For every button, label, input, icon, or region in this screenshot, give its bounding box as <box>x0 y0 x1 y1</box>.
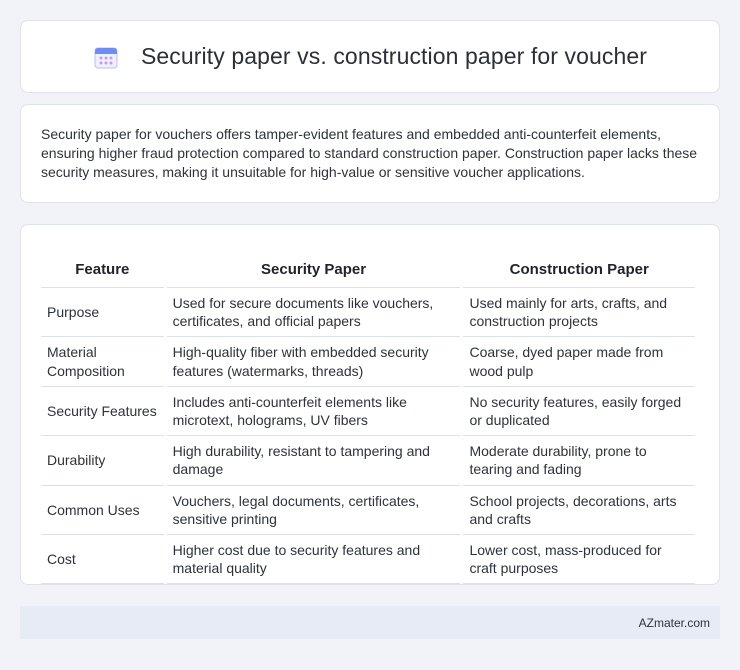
construction-paper-cell: Lower cost, mass-produced for craft purposes <box>463 535 695 584</box>
construction-paper-cell: Coarse, dyed paper made from wood pulp <box>463 337 695 386</box>
header-security-paper: Security Paper <box>167 245 461 288</box>
summary-text: Security paper for vouchers offers tamper-evident features and embedded anti-counterfeit elements, ensuring higher fraud protection compared to standard construction paper. Construction paper lacks these security measures, making it unsuitable for high-value or sensitive voucher applications. <box>41 126 698 181</box>
table-row <box>41 288 695 337</box>
table-row <box>41 337 695 386</box>
comparison-table-card <box>20 224 720 585</box>
feature-cell: Cost <box>41 535 164 584</box>
feature-cell: Security Features <box>41 387 164 436</box>
security-paper-cell: Higher cost due to security features and material quality <box>167 535 461 584</box>
summary-card <box>20 104 720 203</box>
security-paper-cell: Vouchers, legal documents, certificates, sensitive printing <box>167 486 461 535</box>
table-row <box>41 387 695 436</box>
feature-cell: Material Composition <box>41 337 164 386</box>
security-paper-cell: High durability, resistant to tampering and damage <box>167 436 461 485</box>
feature-cell: Durability <box>41 436 164 485</box>
table-header-row <box>41 245 695 288</box>
header-construction-paper: Construction Paper <box>463 245 695 288</box>
footer <box>20 606 720 639</box>
feature-cell: Common Uses <box>41 486 164 535</box>
header-feature: Feature <box>41 245 164 288</box>
construction-paper-cell: Used mainly for arts, crafts, and construction projects <box>463 288 695 337</box>
construction-paper-cell: No security features, easily forged or duplicated <box>463 387 695 436</box>
table-row <box>41 436 695 485</box>
security-paper-cell: Used for secure documents like vouchers, certificates, and official papers <box>167 288 461 337</box>
construction-paper-cell: School projects, decorations, arts and crafts <box>463 486 695 535</box>
security-paper-cell: Includes anti-counterfeit elements like microtext, holograms, UV fibers <box>167 387 461 436</box>
security-paper-cell: High-quality fiber with embedded security features (watermarks, threads) <box>167 337 461 386</box>
feature-cell: Purpose <box>41 288 164 337</box>
title-card <box>20 20 720 93</box>
table-row <box>41 486 695 535</box>
calendar-icon <box>93 44 119 70</box>
comparison-table <box>38 245 698 584</box>
page-title: Security paper vs. construction paper for voucher <box>140 43 648 69</box>
table-row <box>41 535 695 584</box>
footer-brand: AZmater.com <box>638 615 710 630</box>
construction-paper-cell: Moderate durability, prone to tearing and fading <box>463 436 695 485</box>
